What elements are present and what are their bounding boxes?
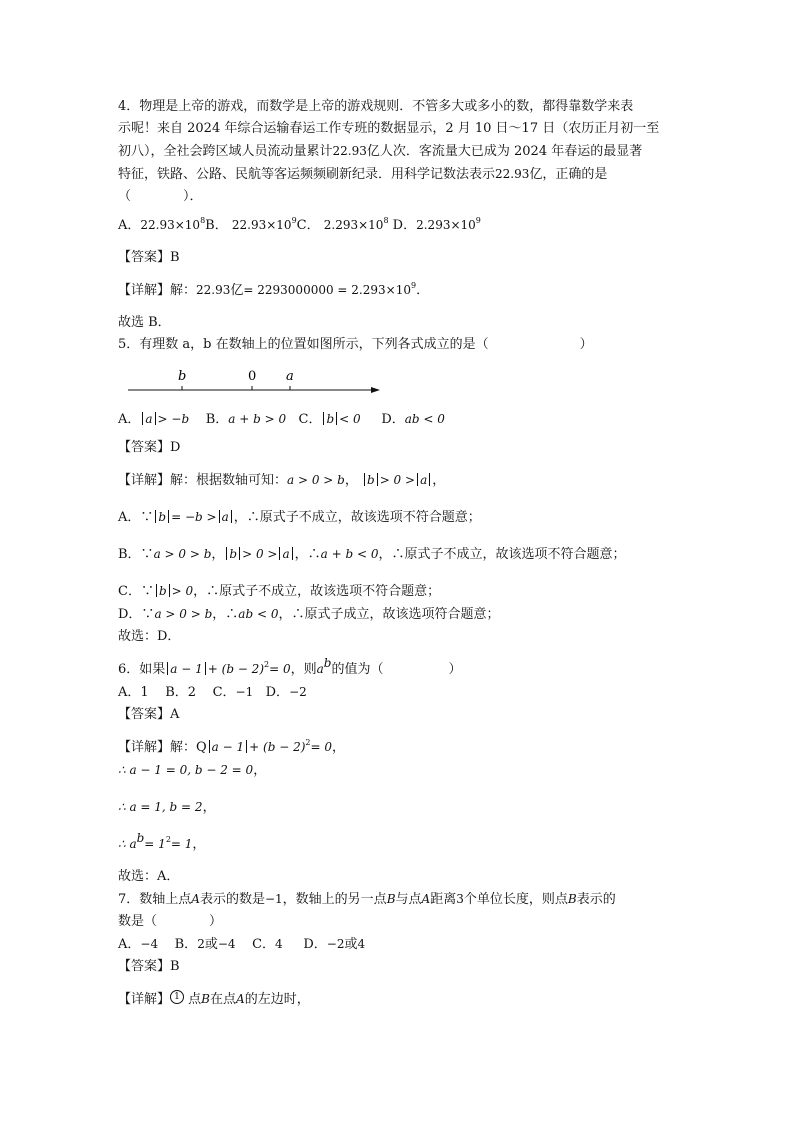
q5-line-c: C．∵ b > 0，∴原式子不成立，故该选项不符合题意； bbox=[118, 584, 441, 599]
q4-stem-line4: 特征，铁路、公路、民航等客运频频刷新纪录．用科学记数法表示22.93亿，正确的是 bbox=[118, 167, 608, 182]
question-7 bbox=[118, 888, 678, 1011]
circled-number: 1 bbox=[170, 990, 184, 1004]
label-0: 0 bbox=[248, 369, 257, 384]
q5-conclusion: 故选：D． bbox=[118, 629, 181, 644]
q6-answer: 【答案】A bbox=[118, 707, 180, 722]
q4-stem-line2: 示呢！来自 2024 年综合运输春运工作专班的数据显示，2 月 10 日～17 日（农历正月初一至 bbox=[118, 121, 660, 136]
q4-stem-line1: 4．物理是上帝的游戏，而数学是上帝的游戏规则．不管多大或多小的数，都得靠数学来表 bbox=[118, 99, 634, 114]
q4-conclusion: 故选 B． bbox=[118, 315, 171, 330]
document-page bbox=[118, 96, 678, 1011]
q7-detail: 【详解】 1 点B在点A的左边时， bbox=[118, 992, 310, 1007]
q5-answer: 【答案】D bbox=[118, 440, 181, 455]
q6-stem: 6．如果 $a - 1 + (b - 2)^2= 0$，则$a^b$的值为（ ） bbox=[118, 656, 462, 677]
q5-line-a: A．∵ b = −b > a ，∴原式子不成立，故该选项不符合题意； bbox=[118, 510, 481, 525]
q5-detail: 【详解】解：根据数轴可知：a > 0 > b， b > 0 > a ， bbox=[118, 473, 446, 488]
question-4 bbox=[118, 96, 678, 334]
q4-options: A．$22.93\times 10^8B$． $22.93\times 10^9C$． $2.293\times 10^8$ D．$2.293\times 10^9$ bbox=[118, 216, 481, 233]
q7-stem-line2: 数是（ ） bbox=[118, 914, 223, 929]
label-b: b bbox=[178, 369, 187, 384]
q4-stem-line5: （ ）． bbox=[118, 189, 203, 204]
q7-answer: 【答案】B bbox=[118, 959, 180, 974]
q5-options: A． a > −b B．a + b > 0 C． b < 0 D．ab < 0 bbox=[118, 412, 445, 427]
q5-line-d: D．∵a > 0 > b，∴ab < 0，∴原式子成立，故该选项符合题意； bbox=[118, 607, 500, 622]
q6-options: A．1 B．2 C．−1 D．−2 bbox=[118, 685, 307, 700]
question-5 bbox=[118, 334, 678, 648]
number-line-arrow bbox=[371, 387, 380, 393]
number-line-figure bbox=[118, 358, 678, 402]
q6-step2: ∴ a = 1, b = 2， bbox=[118, 800, 216, 815]
q6-conclusion: 故选：A． bbox=[118, 869, 180, 884]
q7-options: A．−4 B．2或−4 C．4 D．−2或4 bbox=[118, 937, 366, 952]
q5-line-b: B．∵a > 0 > b， b > 0 > a ，∴a + b < 0，∴原式子不成立，故该选项不符合题意； bbox=[118, 547, 626, 562]
question-6 bbox=[118, 658, 678, 888]
q4-detail: 【详解】解：22.93亿= $2293000000 = 2.293\times 10^9$． bbox=[118, 281, 430, 298]
q4-stem-line3: 初八），全社会跨区域人员流动量累计22.93亿人次．客流量大已成为 2024 年春运的最显著 bbox=[118, 144, 643, 159]
q7-stem-line1: 7．数轴上点A表示的数是−1，数轴上的另一点B与点A距离3个单位长度，则点B表示的 bbox=[118, 892, 616, 907]
q6-step3: ∴ $a^b= 1^2= 1$， bbox=[118, 831, 206, 852]
number-line-svg bbox=[118, 358, 388, 402]
q6-step1: ∴ a − 1 = 0, b − 2 = 0， bbox=[118, 763, 267, 778]
q5-stem: 5．有理数 a，b 在数轴上的位置如图所示，下列各式成立的是（ ） bbox=[118, 337, 593, 352]
label-a: a bbox=[286, 369, 294, 384]
q6-detail: 【详解】解：Q $a - 1 + (b - 2)^2= 0$， bbox=[118, 738, 346, 755]
q4-answer: 【答案】B bbox=[118, 250, 180, 265]
